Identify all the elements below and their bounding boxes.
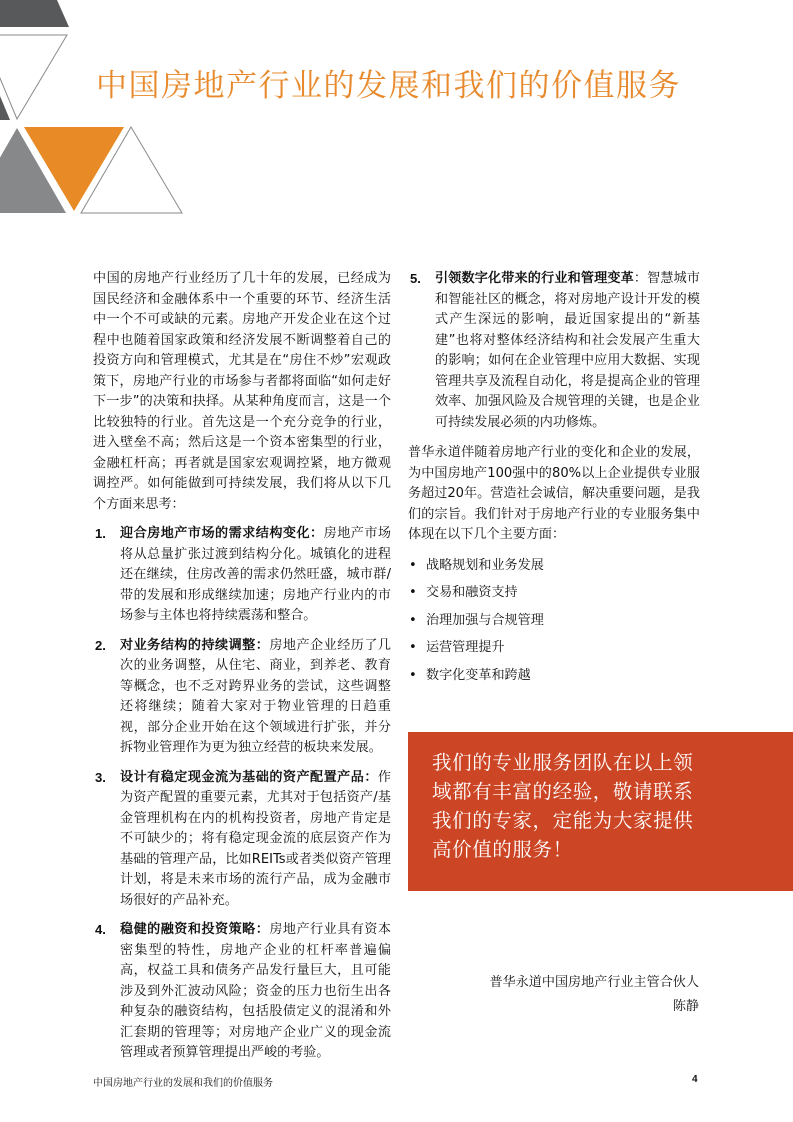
list-item [408, 666, 700, 694]
bullet-icon: • [409, 612, 417, 628]
signature-role: 普华永道中国房地产行业主管合伙人 [489, 975, 699, 990]
signature-name: 陈静 [672, 999, 699, 1014]
left-column [93, 269, 391, 1064]
page-title: 中国房地产行业的发展和我们的价值服务 [96, 68, 681, 104]
item-body: 房地产市场将从总量扩张过渡到结构分化。城镇化的进程还在继续，住房改善的需求仍然旺盛，城市群/带的发展和形成继续加速；房地产行业内的市场参与主体也将持续震荡和整合。 [120, 526, 392, 623]
outlined-inverted-triangle-shape [0, 35, 67, 119]
item-body: 房地产企业经历了几次的业务调整，从住宅、商业，到养老、教育等概念，也不乏对跨界业务的尝试，这些调整还将继续；随着大家对于物业管理的日趋重视，部分企业开始在这个领域进行扩张，并分拆物业管理作为更为独立经营的板块来发展。 [120, 637, 392, 755]
bullet-icon: • [409, 585, 417, 600]
item-body: 房地产行业具有资本密集型的特性，房地产企业的杠杆率普遍偏高，权益工具和债务产品发行量巨大，且可能涉及到外汇波动风险；资金的压力也衍生出各种复杂的融资结构，包括股债定义的混淆和外汇套期的管理等；对房地产企业广义的现金流管理或者预算管理提出严峻的考验。 [120, 922, 392, 1060]
list-item [408, 556, 700, 584]
callout-text: 我们的专业服务团队在以上领域都有丰富的经验，敬请联系我们的专家，定能为大家提供高价值的服务！ [432, 751, 694, 861]
footer-title: 中国房地产行业的发展和我们的价值服务 [93, 1078, 273, 1089]
item-number: 4. [95, 922, 106, 937]
numbered-item-2 [93, 636, 391, 759]
item-heading: 设计有稳定现金流为基础的资产配置产品： [120, 769, 378, 785]
page-number: 4 [692, 1074, 698, 1085]
intro-paragraph: 中国的房地产行业经历了几十年的发展，已经成为国民经济和金融体系中一个重要的环节、经济生活中一个不可或缺的元素。房地产开发企业在这个过程中也随着国家政策和经济发展不断调整着自己的投资方向和管理模式，尤其是在“房住不炒”宏观政策下，房地产行业的市场参与者都将面临“如何走好下一步”的决策和抉择。从某种角度而言，这是一个比较独特的行业。首先这是一个充分竞争的行业，进入壁垒不高；然后这是一个资本密集型的行业，金融杠杆高；再者就是国家宏观调控紧，地方微观调控严。如何能做到可持续发展，我们将从以下几个方面来思考： [93, 271, 391, 512]
contact-callout-box [408, 732, 793, 891]
item-body: 作为资产配置的重要元素，尤其对于包括资产/基金管理机构在内的机构投资者，房地产肯定是不可缺少的；将有稳定现金流的底层资产作为基础的管理产品，比如REITs或者类似资产管理计划，将是未来市场的流行产品，成为金融市场很好的产品补充。 [120, 769, 391, 908]
item-number: 5. [410, 271, 421, 286]
dark-gray-trapezoid-shape [0, 0, 69, 27]
services-intro-paragraph: 普华永道伴随着房地产行业的变化和企业的发展，为中国房地产100强中的80%以上企业提供专业服务超过20年。营造社会诚信，解决重要问题，是我们的宗旨。我们针对于房地产行业的专业服务集中体现在以下几个主要方面： [408, 445, 700, 542]
numbered-item-1 [93, 524, 391, 627]
bullet-icon: • [409, 640, 417, 655]
service-label: 数字化变革和跨越 [426, 667, 531, 683]
item-number: 1. [95, 526, 106, 541]
list-item [408, 611, 700, 639]
list-item [408, 638, 700, 666]
bullet-icon: • [409, 667, 417, 683]
numbered-item-5 [408, 269, 700, 433]
item-heading: 迎合房地产市场的需求结构变化： [120, 526, 324, 541]
service-label: 战略规划和业务发展 [426, 557, 544, 573]
item-heading: 稳健的融资和投资策略： [120, 922, 270, 937]
service-label: 运营管理提升 [426, 640, 505, 655]
item-heading: 对业务结构的持续调整： [120, 637, 270, 653]
bullet-icon: • [409, 557, 417, 573]
right-column [408, 269, 700, 693]
services-list [408, 556, 700, 694]
item-number: 2. [95, 637, 106, 653]
item-heading: 引领数字化带来的行业和管理变革 [435, 271, 634, 286]
service-label: 交易和融资支持 [426, 585, 518, 600]
service-label: 治理加强与合规管理 [426, 612, 544, 628]
list-item [408, 583, 700, 611]
signature-block [490, 971, 700, 1019]
numbered-item-3 [93, 768, 391, 912]
item-body: ：智慧城市和智能社区的概念，将对房地产设计开发的模式产生深远的影响，最近国家提出的“新基建”也将对整体经济结构和社会发展产生重大的影响；如何在企业管理中应用大数据、实现管理共享及流程自动化，将是提高企业的管理效率、加强风险及合规管理的关键，也是企业可持续发展必须的内功修炼。 [435, 271, 701, 430]
triangle-decoration-graphic [0, 0, 200, 220]
item-number: 3. [95, 769, 106, 785]
numbered-item-4 [93, 920, 391, 1064]
